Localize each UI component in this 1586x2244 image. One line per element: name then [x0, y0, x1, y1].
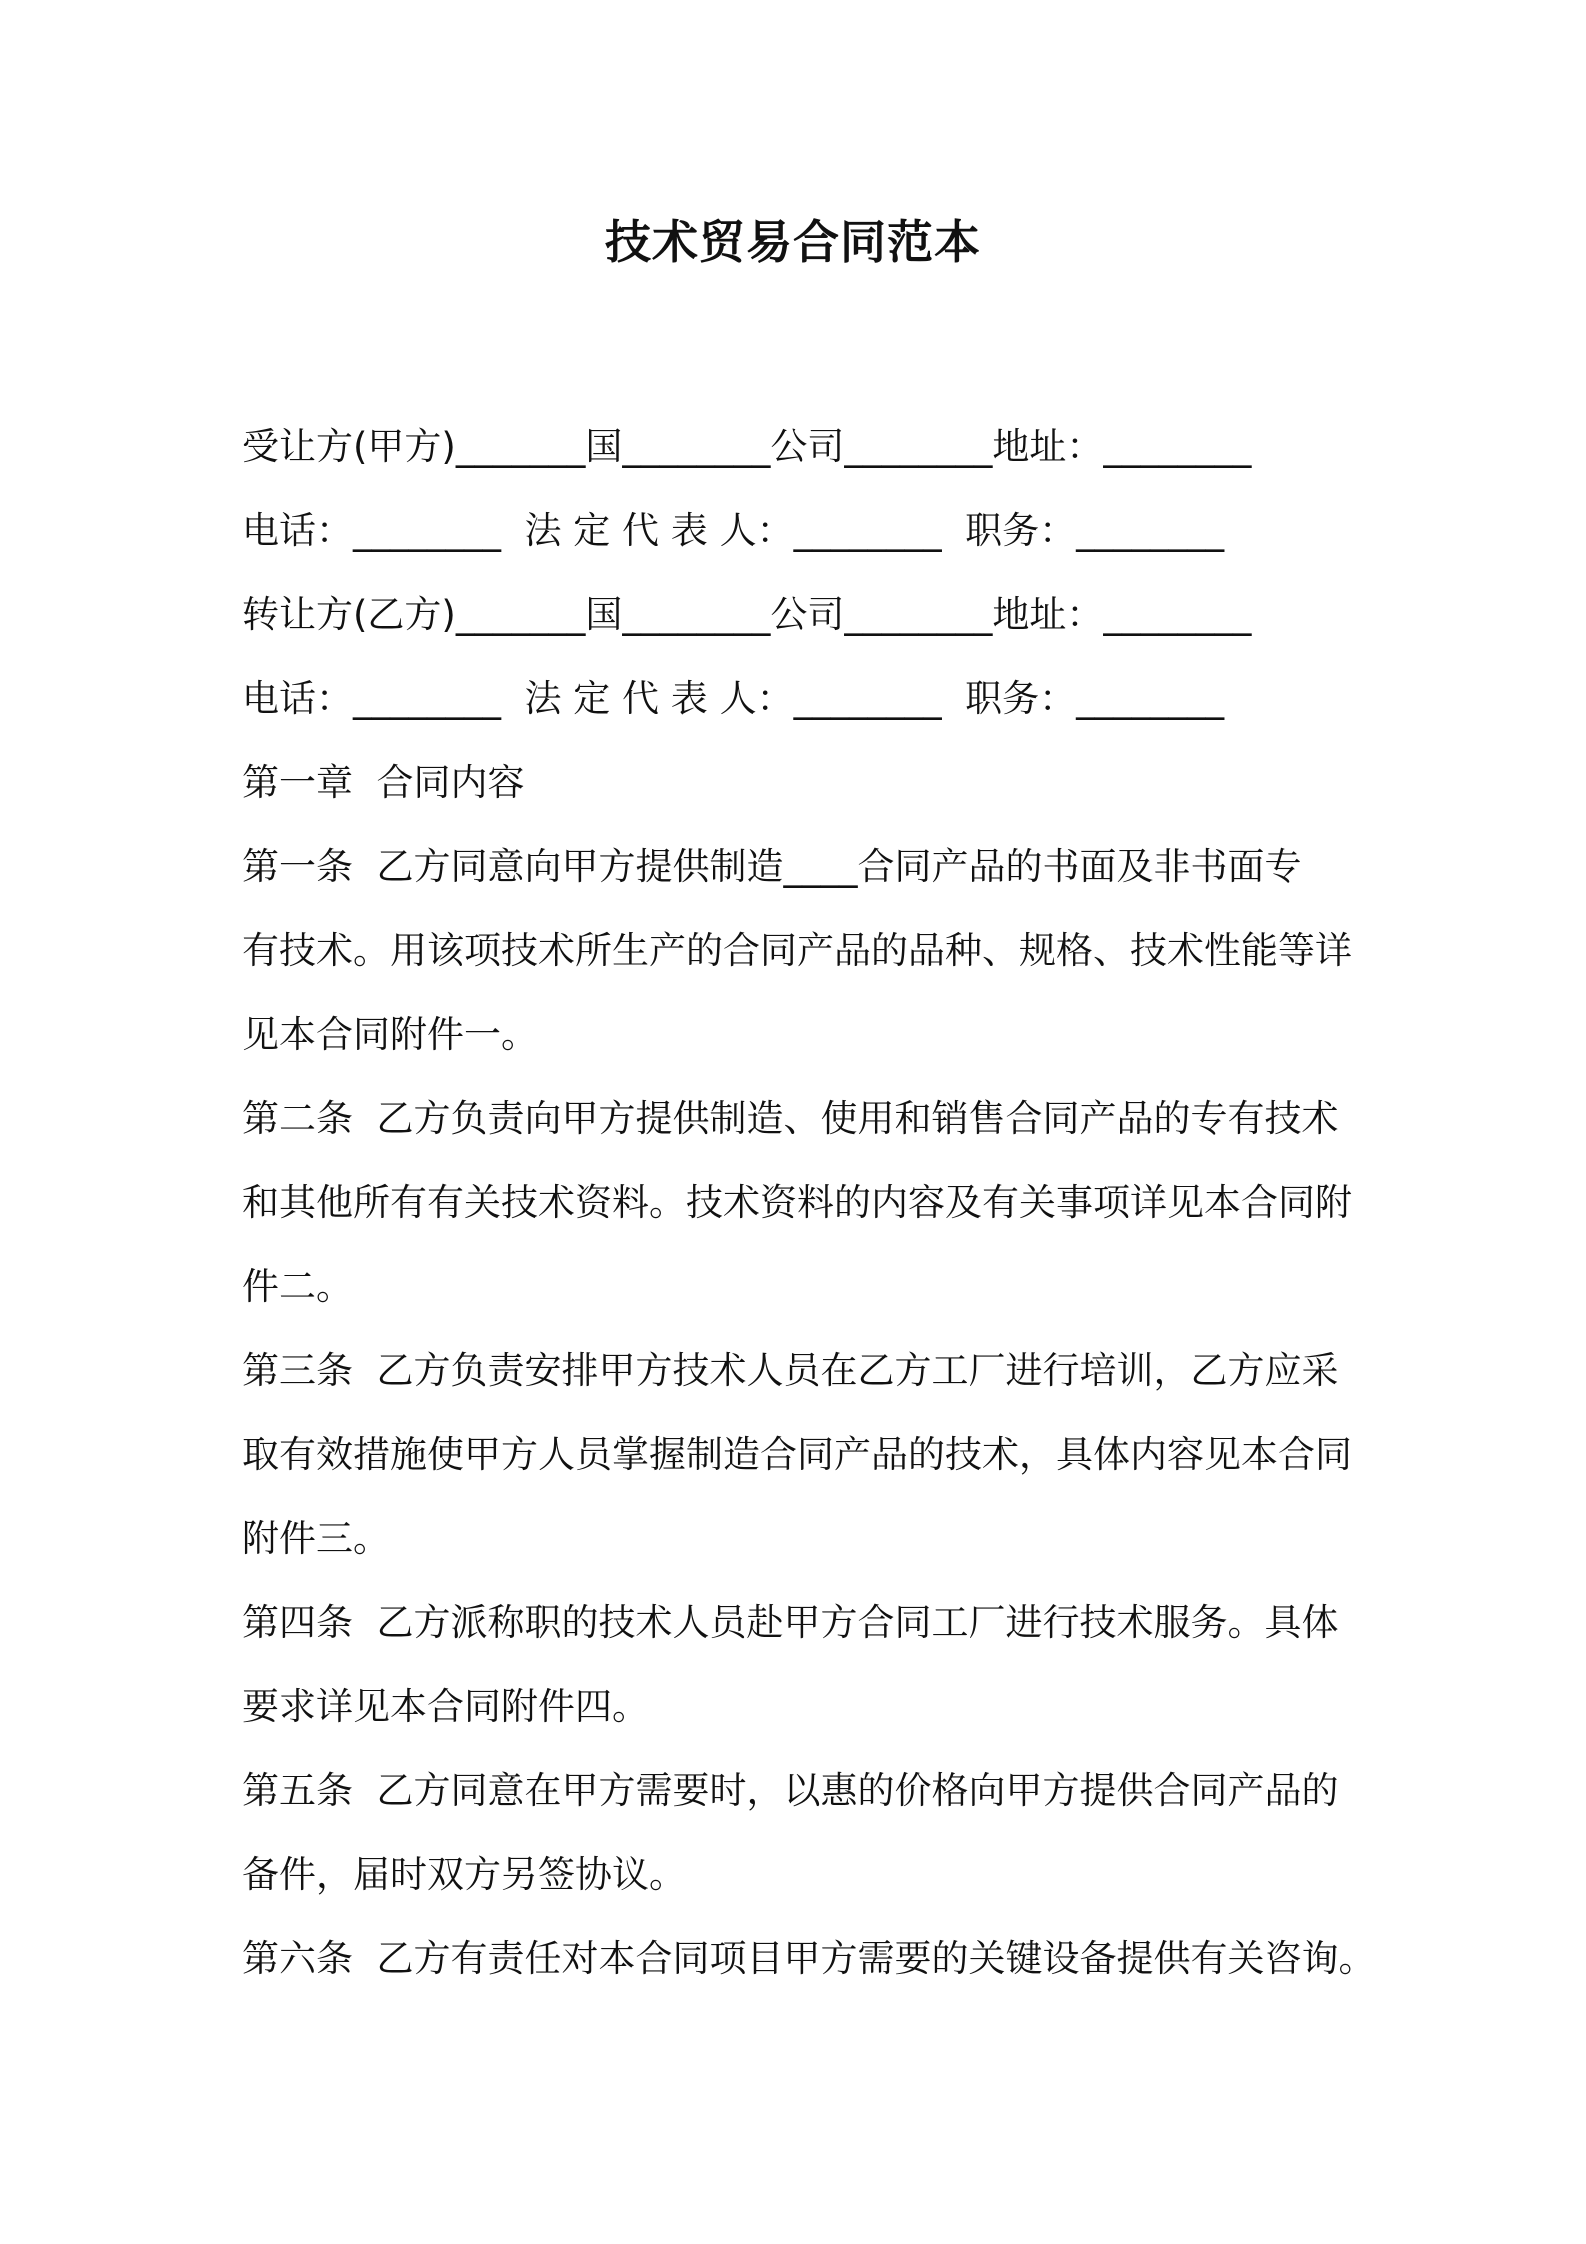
- article-3-line-2: 取有效措施使甲方人员掌握制造合同产品的技术，具体内容见本合同: [242, 1433, 1352, 1476]
- article-4-line-1: 第四条 乙方派称职的技术人员赴甲方合同工厂进行技术服务。具体: [242, 1601, 1339, 1644]
- article-4-line-2: 要求详见本合同附件四。: [242, 1685, 649, 1728]
- party-b-line: 转让方(乙方)_______国________公司________地址：________: [242, 593, 1252, 636]
- article-2-line-3: 件二。: [242, 1265, 353, 1308]
- article-5-line-1: 第五条 乙方同意在甲方需要时，以惠的价格向甲方提供合同产品的: [242, 1769, 1339, 1812]
- article-2-line-2: 和其他所有有关技术资料。技术资料的内容及有关事项详见本合同附: [242, 1181, 1352, 1224]
- document-body: [242, 405, 1376, 2001]
- party-a-contact-line: 电话：________ 法 定 代 表 人：________ 职务：________: [242, 509, 1225, 552]
- article-3-line-1: 第三条 乙方负责安排甲方技术人员在乙方工厂进行培训，乙方应采: [242, 1349, 1339, 1392]
- article-1-line-1: 第一条 乙方同意向甲方提供制造____合同产品的书面及非书面专: [242, 845, 1302, 888]
- article-1-line-2: 有技术。用该项技术所生产的合同产品的品种、规格、技术性能等详: [242, 929, 1352, 972]
- party-a-line: 受让方(甲方)_______国________公司________地址：________: [242, 425, 1252, 468]
- party-b-contact-line: 电话：________ 法 定 代 表 人：________ 职务：________: [242, 677, 1225, 720]
- article-1-line-3: 见本合同附件一。: [242, 1013, 538, 1056]
- chapter-heading: 第一章 合同内容: [242, 761, 525, 804]
- article-2-line-1: 第二条 乙方负责向甲方提供制造、使用和销售合同产品的专有技术: [242, 1097, 1339, 1140]
- document-title: 技术贸易合同范本: [605, 215, 981, 269]
- article-5-line-2: 备件，届时双方另签协议。: [242, 1853, 686, 1896]
- article-6-line-1: 第六条 乙方有责任对本合同项目甲方需要的关键设备提供有关咨询。: [242, 1937, 1376, 1980]
- article-3-line-3: 附件三。: [242, 1517, 390, 1560]
